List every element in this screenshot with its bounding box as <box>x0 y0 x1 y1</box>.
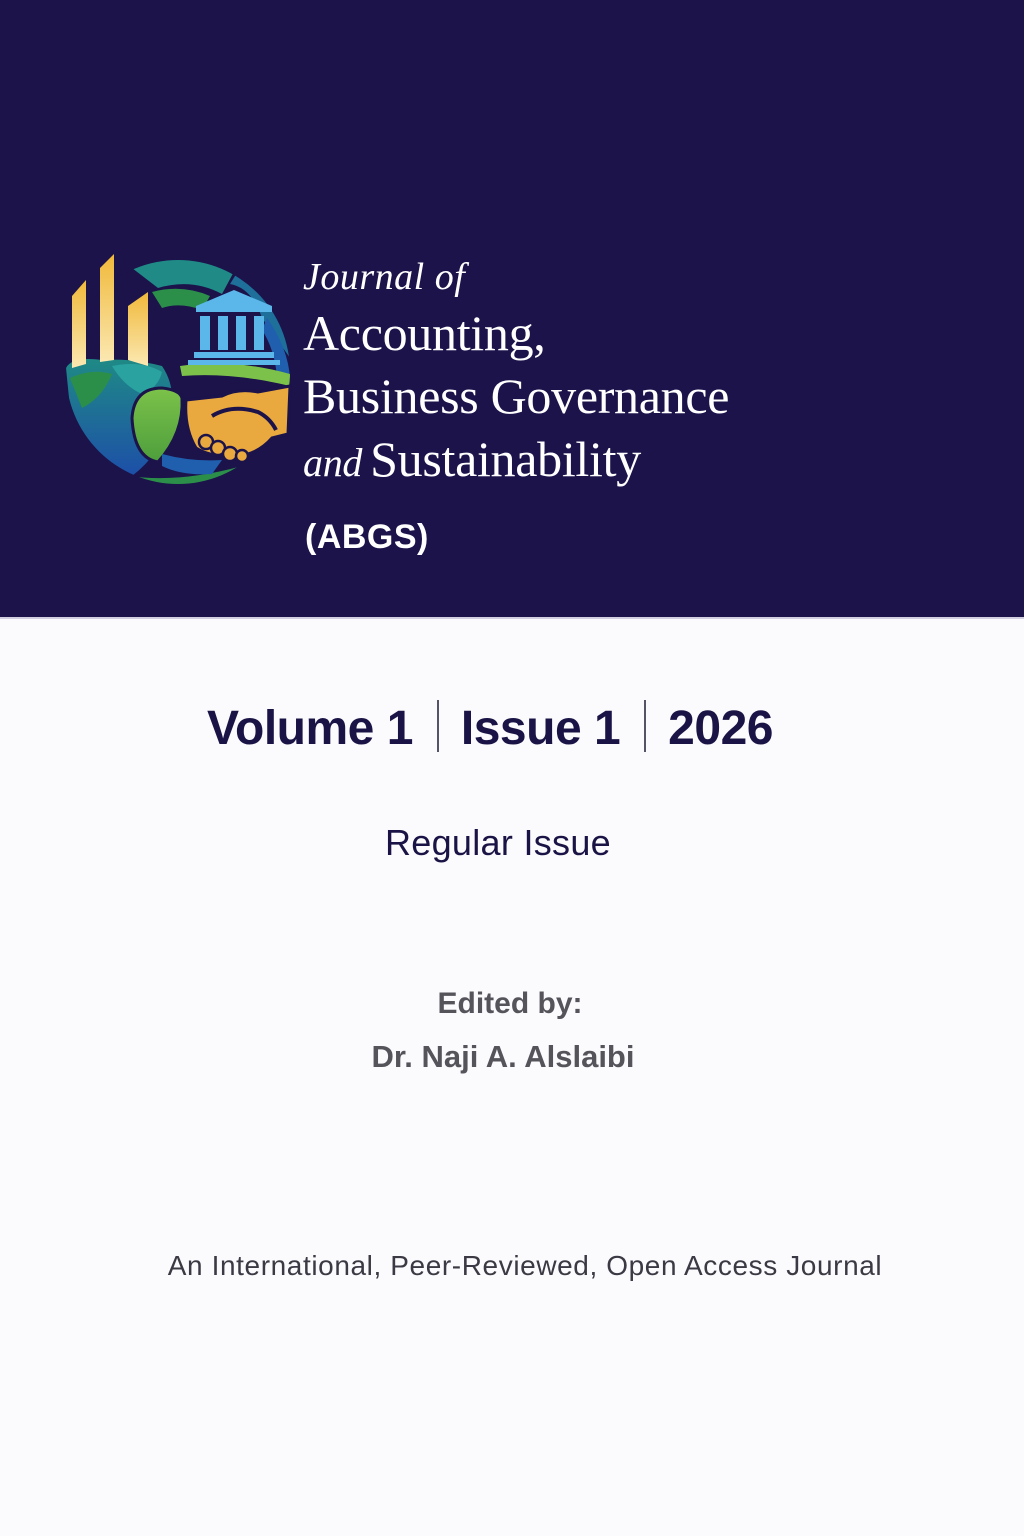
issue-info <box>0 700 980 756</box>
band-divider <box>0 617 1024 619</box>
title-connector: and <box>303 440 363 485</box>
editor-label: Edited by: <box>437 987 583 1020</box>
title-line-3-text: Sustainability <box>370 431 641 487</box>
editor-name: Dr. Naji A. Alslaibi <box>371 1039 635 1074</box>
separator <box>644 700 646 752</box>
journal-title <box>303 252 729 494</box>
issue-year: 2026 <box>668 702 773 755</box>
journal-abbreviation: (ABGS) <box>305 518 429 556</box>
title-line-1: Accounting, <box>303 305 546 361</box>
issue-type: Regular Issue <box>384 822 612 863</box>
volume-label: Volume 1 <box>207 702 413 755</box>
title-line-2: Business Governance <box>303 368 730 424</box>
separator <box>437 700 439 752</box>
title-line-3 <box>303 428 729 494</box>
issue-number: Issue 1 <box>460 702 621 755</box>
journal-emblem-icon <box>62 248 294 498</box>
title-prefix: Journal of <box>303 256 466 298</box>
journal-tagline: An International, Peer-Reviewed, Open Access Journal <box>167 1250 883 1281</box>
